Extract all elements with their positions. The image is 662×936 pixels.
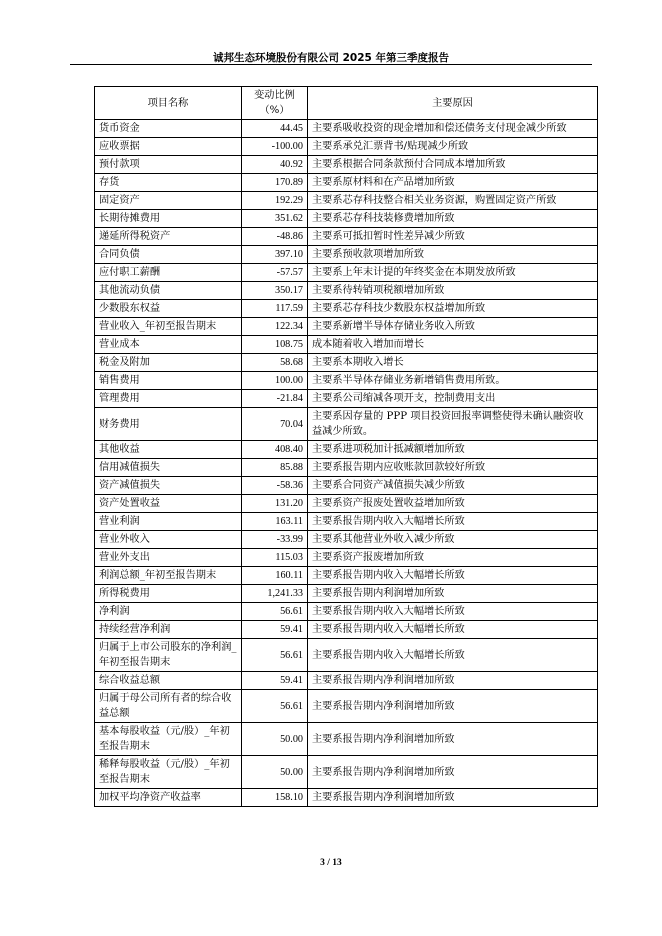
change-ratio-cell: 59.41 xyxy=(242,621,308,639)
main-reason-cell: 主要系其他营业外收入减少所致 xyxy=(308,531,598,549)
change-ratio-cell: 122.34 xyxy=(242,318,308,336)
change-ratio-cell: 115.03 xyxy=(242,549,308,567)
table-row xyxy=(95,264,598,282)
main-reason-cell: 主要系待转销项税额增加所致 xyxy=(308,282,598,300)
main-reason-cell: 主要系预收款项增加所致 xyxy=(308,246,598,264)
change-ratio-cell: 351.62 xyxy=(242,210,308,228)
table-row xyxy=(95,390,598,408)
table-row xyxy=(95,672,598,690)
main-reason-cell: 主要系报告期内应收账款回款较好所致 xyxy=(308,459,598,477)
main-reason-cell: 主要系芯存科技少数股东权益增加所致 xyxy=(308,300,598,318)
change-ratio-cell: -33.99 xyxy=(242,531,308,549)
table-row xyxy=(95,513,598,531)
main-reason-cell: 主要系报告期内收入大幅增长所致 xyxy=(308,567,598,585)
main-reason-cell: 成本随着收入增加而增长 xyxy=(308,336,598,354)
table-row xyxy=(95,174,598,192)
table-row xyxy=(95,441,598,459)
table-row xyxy=(95,354,598,372)
change-ratio-cell: 408.40 xyxy=(242,441,308,459)
main-reason-cell: 主要系本期收入增长 xyxy=(308,354,598,372)
table-row xyxy=(95,477,598,495)
main-reason-cell: 主要系资产报废处置收益增加所致 xyxy=(308,495,598,513)
change-ratio-cell: -100.00 xyxy=(242,138,308,156)
table-row xyxy=(95,459,598,477)
page-number: 3 / 13 xyxy=(320,858,342,868)
main-reason-cell: 主要系报告期内净利润增加所致 xyxy=(308,672,598,690)
item-name-cell: 递延所得税资产 xyxy=(95,228,242,246)
table-row xyxy=(95,372,598,390)
item-name-cell: 管理费用 xyxy=(95,390,242,408)
table-row xyxy=(95,408,598,441)
main-reason-cell: 主要系报告期内净利润增加所致 xyxy=(308,789,598,807)
table-row xyxy=(95,138,598,156)
main-reason-cell: 主要系合同资产减值损失减少所致 xyxy=(308,477,598,495)
table-row xyxy=(95,621,598,639)
change-ratio-cell: 85.88 xyxy=(242,459,308,477)
item-name-cell: 持续经营净利润 xyxy=(95,621,242,639)
item-name-cell: 应付职工薪酬 xyxy=(95,264,242,282)
change-ratio-cell: 40.92 xyxy=(242,156,308,174)
change-ratio-cell: 58.68 xyxy=(242,354,308,372)
item-name-cell: 存货 xyxy=(95,174,242,192)
header-main-reason: 主要原因 xyxy=(308,87,598,120)
item-name-cell: 归属于母公司所有者的综合收益总额 xyxy=(95,690,242,723)
main-reason-cell: 主要系半导体存储业务新增销售费用所致。 xyxy=(308,372,598,390)
main-reason-cell: 主要系报告期内收入大幅增长所致 xyxy=(308,513,598,531)
main-reason-cell: 主要系芯存科技整合相关业务资源，购置固定资产所致 xyxy=(308,192,598,210)
table-row xyxy=(95,120,598,138)
item-name-cell: 归属于上市公司股东的净利润_年初至报告期末 xyxy=(95,639,242,672)
change-ratio-cell: 160.11 xyxy=(242,567,308,585)
main-reason-cell: 主要系报告期内收入大幅增长所致 xyxy=(308,603,598,621)
table-row xyxy=(95,282,598,300)
change-ratio-cell: 170.89 xyxy=(242,174,308,192)
table-row xyxy=(95,495,598,513)
item-name-cell: 货币资金 xyxy=(95,120,242,138)
item-name-cell: 营业外支出 xyxy=(95,549,242,567)
table-row xyxy=(95,531,598,549)
change-ratio-cell: 59.41 xyxy=(242,672,308,690)
main-reason-cell: 主要系报告期内利润增加所致 xyxy=(308,585,598,603)
item-name-cell: 加权平均净资产收益率 xyxy=(95,789,242,807)
item-name-cell: 销售费用 xyxy=(95,372,242,390)
main-reason-cell: 主要系根据合同条款预付合同成本增加所致 xyxy=(308,156,598,174)
item-name-cell: 营业收入_年初至报告期末 xyxy=(95,318,242,336)
item-name-cell: 其他流动负债 xyxy=(95,282,242,300)
table-row xyxy=(95,567,598,585)
item-name-cell: 稀释每股收益（元/股）_年初至报告期末 xyxy=(95,756,242,789)
item-name-cell: 财务费用 xyxy=(95,408,242,441)
table-row xyxy=(95,300,598,318)
change-ratio-cell: 163.11 xyxy=(242,513,308,531)
table-body xyxy=(95,120,598,807)
item-name-cell: 利润总额_年初至报告期末 xyxy=(95,567,242,585)
item-name-cell: 资产减值损失 xyxy=(95,477,242,495)
main-reason-cell: 主要系可抵扣暂时性差异减少所致 xyxy=(308,228,598,246)
change-ratio-cell: 108.75 xyxy=(242,336,308,354)
change-ratio-cell: -21.84 xyxy=(242,390,308,408)
header-divider xyxy=(70,64,592,65)
main-reason-cell: 主要系原材料和在产品增加所致 xyxy=(308,174,598,192)
change-ratio-cell: 56.61 xyxy=(242,603,308,621)
item-name-cell: 营业成本 xyxy=(95,336,242,354)
table-row xyxy=(95,549,598,567)
change-ratio-cell: 70.04 xyxy=(242,408,308,441)
change-ratio-cell: 131.20 xyxy=(242,495,308,513)
item-name-cell: 营业利润 xyxy=(95,513,242,531)
table-row xyxy=(95,210,598,228)
item-name-cell: 综合收益总额 xyxy=(95,672,242,690)
change-ratio-cell: 350.17 xyxy=(242,282,308,300)
main-reason-cell: 主要系资产报废增加所致 xyxy=(308,549,598,567)
change-ratio-table xyxy=(94,86,598,807)
change-ratio-cell: -48.86 xyxy=(242,228,308,246)
change-ratio-cell: 50.00 xyxy=(242,723,308,756)
main-reason-cell: 主要系进项税加计抵减额增加所致 xyxy=(308,441,598,459)
table-header-row xyxy=(95,87,598,120)
table-row xyxy=(95,246,598,264)
main-reason-cell: 主要系因存量的 PPP 项目投资回报率调整使得未确认融资收益减少所致。 xyxy=(308,408,598,441)
item-name-cell: 预付款项 xyxy=(95,156,242,174)
table-row xyxy=(95,585,598,603)
item-name-cell: 净利润 xyxy=(95,603,242,621)
table-row xyxy=(95,603,598,621)
main-reason-cell: 主要系报告期内净利润增加所致 xyxy=(308,690,598,723)
main-reason-cell: 主要系报告期内净利润增加所致 xyxy=(308,756,598,789)
table-row xyxy=(95,228,598,246)
main-reason-cell: 主要系报告期内净利润增加所致 xyxy=(308,723,598,756)
header-ratio-line2: （%） xyxy=(259,105,290,116)
item-name-cell: 应收票据 xyxy=(95,138,242,156)
change-ratio-cell: 397.10 xyxy=(242,246,308,264)
item-name-cell: 合同负债 xyxy=(95,246,242,264)
change-ratio-cell: 117.59 xyxy=(242,300,308,318)
item-name-cell: 其他收益 xyxy=(95,441,242,459)
header-item-name: 项目名称 xyxy=(95,87,242,120)
main-reason-cell: 主要系芯存科技装修费增加所致 xyxy=(308,210,598,228)
change-ratio-cell: 56.61 xyxy=(242,690,308,723)
change-ratio-cell: -57.57 xyxy=(242,264,308,282)
table-row xyxy=(95,192,598,210)
table-row xyxy=(95,723,598,756)
main-reason-cell: 主要系承兑汇票背书/贴现减少所致 xyxy=(308,138,598,156)
table-row xyxy=(95,639,598,672)
main-reason-cell: 主要系吸收投资的现金增加和偿还债务支付现金减少所致 xyxy=(308,120,598,138)
main-reason-cell: 主要系公司缩减各项开支，控制费用支出 xyxy=(308,390,598,408)
change-ratio-cell: 56.61 xyxy=(242,639,308,672)
item-name-cell: 资产处置收益 xyxy=(95,495,242,513)
main-reason-cell: 主要系报告期内收入大幅增长所致 xyxy=(308,621,598,639)
main-reason-cell: 主要系报告期内收入大幅增长所致 xyxy=(308,639,598,672)
header-ratio-line1: 变动比例 xyxy=(254,90,295,101)
change-ratio-cell: 50.00 xyxy=(242,756,308,789)
table-row xyxy=(95,318,598,336)
header-change-ratio xyxy=(242,87,308,120)
table-row xyxy=(95,336,598,354)
change-ratio-cell: 1,241.33 xyxy=(242,585,308,603)
item-name-cell: 固定资产 xyxy=(95,192,242,210)
item-name-cell: 基本每股收益（元/股）_年初至报告期末 xyxy=(95,723,242,756)
item-name-cell: 所得税费用 xyxy=(95,585,242,603)
item-name-cell: 营业外收入 xyxy=(95,531,242,549)
main-reason-cell: 主要系新增半导体存储业务收入所致 xyxy=(308,318,598,336)
table-row xyxy=(95,756,598,789)
table-row xyxy=(95,690,598,723)
main-reason-cell: 主要系上年末计提的年终奖金在本期发放所致 xyxy=(308,264,598,282)
item-name-cell: 少数股东权益 xyxy=(95,300,242,318)
item-name-cell: 长期待摊费用 xyxy=(95,210,242,228)
change-ratio-cell: 100.00 xyxy=(242,372,308,390)
change-ratio-cell: 192.29 xyxy=(242,192,308,210)
item-name-cell: 信用减值损失 xyxy=(95,459,242,477)
change-ratio-cell: 158.10 xyxy=(242,789,308,807)
change-ratio-cell: 44.45 xyxy=(242,120,308,138)
report-header: 诚邦生态环境股份有限公司 2025 年第三季度报告 xyxy=(212,52,450,64)
item-name-cell: 税金及附加 xyxy=(95,354,242,372)
change-ratio-cell: -58.36 xyxy=(242,477,308,495)
table-row xyxy=(95,156,598,174)
table-row xyxy=(95,789,598,807)
